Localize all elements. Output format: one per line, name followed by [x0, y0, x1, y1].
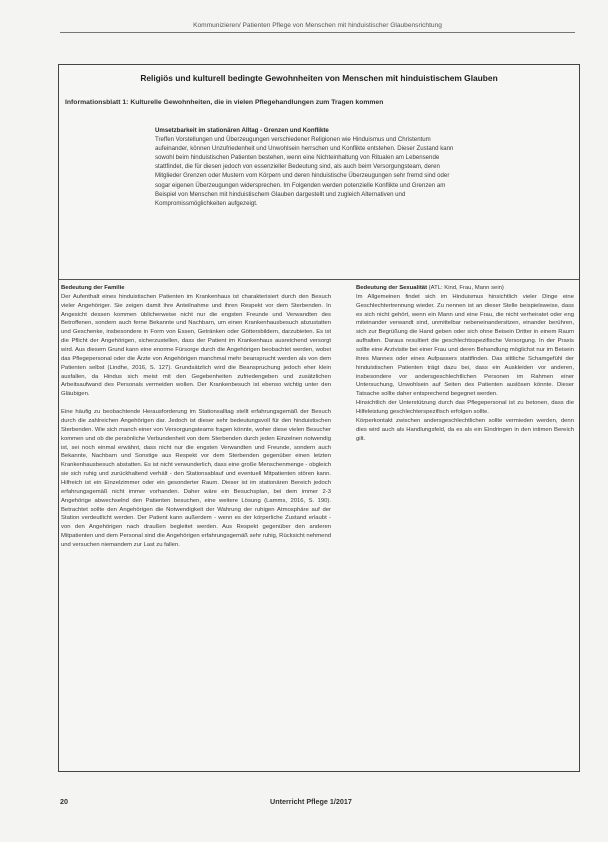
running-head: Kommunizieren/ Patienten Pflege von Menschen mit hinduistischer Glaubensrichtung: [60, 22, 575, 33]
family-paragraph-2: Eine häufig zu beobachtende Herausforderung im Stationsalltag stellt erfahrungsgemäß der Besuch durch die zahlreichen Angehörigen dar. Jedoch ist dieser sehr bedeutungsvoll für den hinduistischen Sterbenden. Wie sich manch einer von Versorgungsteams fragen könnte, woher diese vielen Besucher kommen und ob die persönliche Verbundenheit von dem Sterbenden durch jeden Einzelnen notwendig ist, sei noch einmal erwähnt, dass nicht nur die engsten Verwandten und Freunde, sondern auch Bekannte, Nachbarn und Sonstige aus Respekt vor dem Sterbenden gegenüber einen letzten Krankenhausbesuch abstatten. Es ist nicht verwunderlich, dass eine große Menschenmenge - obgleich sie sich ruhig und zurückhaltend verhält - den Stationsablauf und eventuell Mitpatienten stören kann. Hilfreich ist ein Einzelzimmer oder ein gesonderter Raum. Dieser ist im stationären Bereich jedoch erfahrungsgemäß nicht immer vorhanden. Daher wäre ein Besuchsplan, bei dem immer 2-3 Angehörige abwechselnd den Patienten besuchen, eine weitere Lösung (Lamms, 2016, S. 190). Betrachtet sollte den Angehörigen die Notwendigkeit der Wahrung der ruhigen Atmosphäre auf der Station verdeutlicht werden. Der Patient kann außerdem - wenn es der körperliche Zustand erlaubt - von den Angehörigen nach draußen begleitet werden. Aus Respekt gegenüber den anderen Mitpatienten und dem Personal sind die Angehörigen erfahrungsgemäß sehr ruhig, Rücksicht nehmend und versuchen niemandem zur Last zu fallen.: [61, 409, 331, 549]
sexuality-paragraph-2: Hinsichtlich der Unterstützung durch das Pflegepersonal ist zu betonen, dass die Hilfeleistung geschlechterspezifisch erfolgen sollte.: [356, 400, 574, 416]
left-column: [61, 284, 331, 550]
sexuality-heading-tail: (ATL: Kind, Frau, Mann sein): [428, 285, 504, 291]
page-number: 20: [60, 797, 68, 806]
family-paragraph-1: Der Aufenthalt eines hinduistischen Patienten im Krankenhaus ist charakterisiert durch den Besuch vieler Angehöriger. Sie zeigen damit ihre Anteilnahme und ihren Respekt vor dem Sterbenden. In Angesicht dessen kommen üblicherweise nicht nur die engsten Freunde und Verwandten des Betroffenen, sondern auch ferne Bekannte und Nachbarn, um einen Krankenhausbesuch abzustatten und Geschenke, insbesondere in Form von Essen, Getränken oder Göttersbildern, darzubieten. Es ist die Pflicht der Angehörigen, sicherzustellen, dass der Patient im Krankenhaus ausreichend versorgt wird. Aus diesem Grund kann eine enorme Fürsorge durch die Angehörigen beobachtet werden, wobei das Pflegepersonal oder die Ärzte von Angehörigen manchmal mehr beansprucht werden als von dem Patienten selbst (Lindhe, 2016, S. 127). Grundsätzlich wird die Beanspruchung jedoch eher klein ausfallen, da Hindus sich meist mit den Gegebenheiten zufriedengeben und zusätzlichen Arbeitsaufwand des Personals vermeiden wollen. Der Krankenbesuch ist ebenso wichtig unter den Gläubigen.: [61, 293, 331, 398]
journal-footer: Unterricht Pflege 1/2017: [270, 797, 352, 806]
info-box: [58, 64, 580, 772]
section-divider: [59, 279, 579, 280]
sexuality-heading: [356, 284, 574, 293]
paragraph-gap: [61, 399, 331, 408]
sexuality-heading-bold: Bedeutung der Sexualität: [356, 285, 428, 291]
box-subtitle: Informationsblatt 1: Kulturelle Gewohnheiten, die in vielen Pflegehandlungen zum Tragen kommen: [65, 99, 384, 106]
sexuality-paragraph-3: Körperkontakt zwischen andersgeschlechtlichen sollte vermieden werden, denn dies wird auch als Handlungsfeld, da es als ein Eindringen in den intimen Bereich gilt.: [356, 417, 574, 442]
box-title: Religiös und kulturell bedingte Gewohnheiten von Menschen mit hinduistischem Glauben: [140, 73, 498, 83]
intro-section: [155, 126, 455, 208]
family-heading: Bedeutung der Familie: [61, 285, 125, 291]
intro-heading: Umsetzbarkeit im stationären Alltag - Grenzen und Konflikte: [155, 127, 329, 134]
intro-text: Treffen Vorstellungen und Überzeugungen verschiedener Religionen wie Hinduismus und Christentum aufeinander, können Unzufriedenheit und Unwohlsein herrschen und Konflikte entstehen. Dieser Zustand kann sowohl beim hinduistischen Patienten bestehen, wenn eine Nichteinhaltung von Ritualen am Lebensende stattfindet, die für diesen jedoch von essenzieller Bedeutung sind, als auch beim Versorgungsteam, deren Mitglieder Grenzen oder Mustern vom Körpern und deren hinduistische Überzeugungen sehr fremd sind oder sogar eigenen Überzeugungen widersprechen. Im Folgenden werden potenzielle Konflikte und Grenzen am Beispiel von Menschen mit hinduistischem Glauben dargestellt und zugleich Alternativen und Kompromissmöglichkeiten aufgezeigt.: [155, 136, 454, 207]
sexuality-paragraph-1: Im Allgemeinen findet sich im Hinduismus hinsichtlich vieler Dinge eine Geschlechtertrennung wieder. Zu nennen ist an dieser Stelle beispielsweise, dass es sich nicht gehört, wenn ein Mann und eine Frau, die nicht verheiratet oder eng miteinander verwandt sind, unmittelbar nebeneinandersitzen, einander berühren, sich zur Begrüßung die Hand geben oder sich ohne Beisein Dritter in einem Raum aufhalten. Daraus resultiert die geschlechtsspezifische Versorgung. In der Praxis sollte eine Arztvisite bei einer Frau und deren Behandlung möglichst nur im Beisein ihres Mannes oder eines Aufpassers stattfinden. Das sittliche Schamgefühl der hinduistischen Patienten trägt dazu bei, dass ein Auskleiden vor anderen, insbesondere vor andersgeschlechtlichen Personen im Rahmen einer Untersuchung, Unwohlsein auf Seiten des Patienten auslösen könnte. Dieser Tatsache sollte daher entsprechend begegnet werden.: [356, 293, 574, 398]
right-column: [356, 284, 574, 443]
